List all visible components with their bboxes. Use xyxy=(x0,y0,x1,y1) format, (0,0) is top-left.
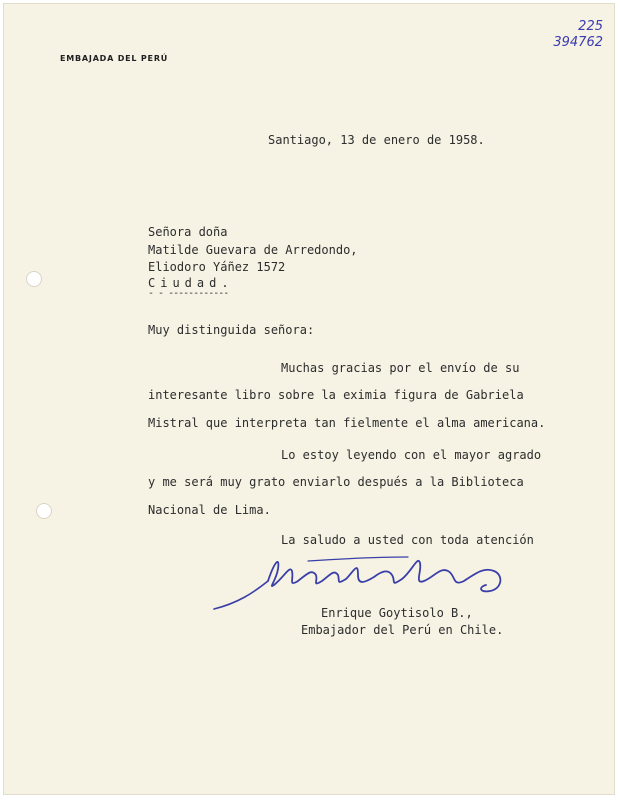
letterhead: EMBAJADA DEL PERÚ xyxy=(60,54,169,63)
salutation: Muy distinguida señora: xyxy=(148,323,315,337)
handwritten-signature xyxy=(208,541,528,616)
body-paragraph-1-line-3: Mistral que interpreta tan fielmente el alma americana. xyxy=(148,416,546,430)
body-paragraph-2-line-3: Nacional de Lima. xyxy=(148,503,271,517)
archive-number-bottom: 394762 xyxy=(553,35,603,50)
closing-line: La saludo a usted con toda atención xyxy=(281,533,534,547)
archive-number-top: 225 xyxy=(578,19,603,34)
punch-hole-bottom xyxy=(36,503,52,519)
body-paragraph-2-line-1: Lo estoy leyendo con el mayor agrado xyxy=(281,448,542,462)
recipient-line-3: Eliodoro Yáñez 1572 xyxy=(148,260,286,274)
punch-hole-top xyxy=(26,271,42,287)
body-paragraph-1-line-1: Muchas gracias por el envío de su xyxy=(281,361,520,375)
recipient-line-4: Ciudad. xyxy=(148,276,234,290)
recipient-line-2: Matilde Guevara de Arredondo, xyxy=(148,243,358,257)
letter-page xyxy=(3,3,615,795)
signer-name: Enrique Goytisolo B., xyxy=(321,606,473,620)
recipient-line-1: Señora doña xyxy=(148,225,228,239)
date-line: Santiago, 13 de enero de 1958. xyxy=(268,133,485,147)
body-paragraph-1-line-2: interesante libro sobre la eximia figura de Gabriela xyxy=(148,388,524,402)
recipient-underline: - - ------------ xyxy=(148,288,229,299)
signer-title: Embajador del Perú en Chile. xyxy=(301,623,504,637)
archive-marks xyxy=(553,19,603,51)
body-paragraph-2-line-2: y me será muy grato enviarlo después a la Biblioteca xyxy=(148,475,524,489)
